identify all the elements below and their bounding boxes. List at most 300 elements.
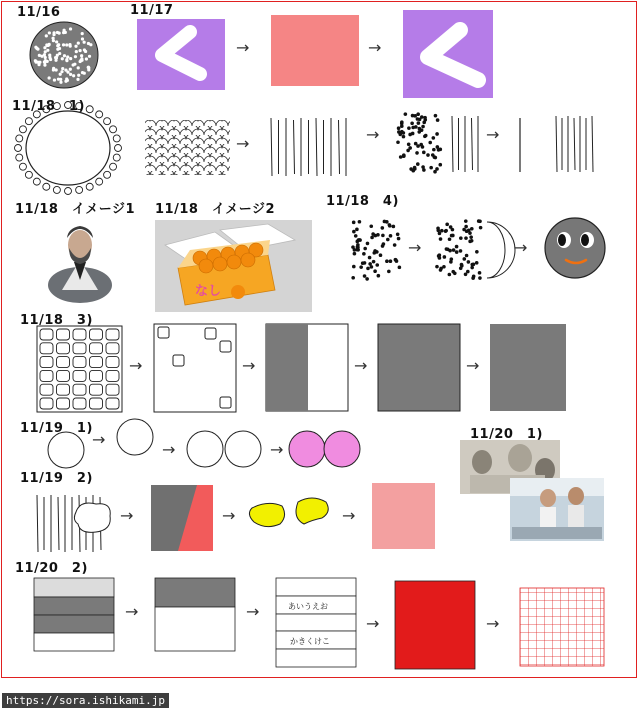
dot-cluster-b — [351, 220, 401, 281]
oval-dot — [44, 50, 47, 53]
cluster-dot — [368, 256, 372, 260]
label-1118-3: 11/18 3) — [20, 313, 93, 328]
cluster-dot — [433, 170, 437, 174]
oval-dot — [74, 45, 77, 48]
grid-cell — [40, 329, 53, 340]
arrow-icon: → — [236, 134, 250, 153]
gray-red-square — [151, 485, 213, 551]
ring-dot — [25, 118, 32, 125]
oval-dot — [83, 48, 86, 51]
cluster-dot — [416, 112, 420, 116]
arrow-icon: → — [242, 356, 256, 375]
arrow-icon: → — [368, 38, 382, 57]
salmon-square — [271, 15, 359, 86]
vertical-line — [592, 116, 593, 172]
ring-dot — [86, 106, 93, 113]
oval-dot — [58, 31, 61, 34]
rounded-grid — [37, 326, 122, 412]
oval-dot — [62, 43, 65, 46]
cluster-dot — [394, 258, 398, 262]
cluster-dot — [365, 277, 369, 281]
oval-dot — [59, 81, 62, 84]
yellow-blob-2 — [296, 498, 328, 524]
oval-dot — [61, 67, 64, 70]
cluster-dot — [363, 261, 367, 265]
cluster-dot — [411, 126, 415, 130]
cluster-dot — [392, 225, 396, 229]
vertical-lines-b — [452, 116, 478, 172]
grid-cell — [40, 357, 53, 368]
red-grid — [520, 588, 604, 666]
grid-cell — [40, 384, 53, 395]
cluster-dot — [407, 142, 411, 146]
vertical-line — [472, 118, 473, 170]
cluster-dot — [462, 228, 466, 232]
label-1118-image1: 11/18 イメージ1 — [15, 202, 136, 217]
cluster-dot — [376, 233, 380, 237]
oval-dot — [69, 57, 72, 60]
cluster-dot — [400, 124, 404, 128]
cluster-dot — [435, 265, 439, 269]
cluster-dot — [359, 265, 363, 269]
grid-cell — [90, 343, 103, 354]
nashi-label: なし — [195, 284, 222, 299]
cluster-dot — [416, 144, 420, 148]
oval-dot — [69, 73, 72, 76]
cluster-dot — [356, 248, 360, 252]
cluster-dot — [438, 232, 442, 236]
label-1119-1: 11/19 1) — [20, 421, 93, 436]
circle-2 — [117, 419, 153, 455]
gray-square-framed — [378, 324, 460, 411]
oval-dot — [38, 54, 41, 57]
oval-dot — [43, 46, 46, 49]
orange-box-image — [155, 220, 312, 312]
arrow-icon: → — [366, 614, 380, 633]
cluster-dot — [409, 167, 413, 171]
circle-1 — [48, 432, 84, 468]
oval-dot — [77, 66, 80, 69]
cluster-dot — [396, 232, 400, 236]
cluster-dot — [372, 251, 376, 255]
site-url-footer[interactable]: https://sora.ishikami.jp — [2, 693, 169, 708]
cluster-dot — [472, 275, 476, 279]
ring-dot — [113, 135, 120, 142]
white-blob — [74, 503, 110, 532]
label-1120-1: 11/20 1) — [470, 427, 543, 442]
cluster-dot — [475, 261, 479, 265]
oval-dot — [83, 72, 86, 75]
oval-dot — [87, 42, 90, 45]
ring-dot — [96, 178, 103, 185]
cluster-dot — [355, 228, 359, 232]
arrow-icon: → — [222, 506, 236, 525]
label-1116: 11/16 — [17, 5, 61, 20]
cluster-dot — [396, 140, 400, 144]
oval-dot — [68, 43, 71, 46]
cluster-dot — [397, 126, 401, 130]
cluster-dot — [357, 238, 361, 242]
grid-cell — [90, 357, 103, 368]
oval-dot — [63, 54, 66, 57]
grid-cell — [90, 384, 103, 395]
cluster-dot — [444, 229, 448, 233]
circle-4 — [225, 431, 261, 467]
cluster-dot — [363, 247, 367, 251]
dots-with-crescent — [435, 219, 515, 280]
grid-cell — [106, 370, 119, 381]
cluster-dot — [352, 230, 356, 234]
arrow-icon: → — [514, 238, 528, 257]
cluster-dot — [464, 219, 468, 223]
dotted-oval-1116 — [30, 22, 98, 88]
aiueo-text: あいうえお — [288, 602, 328, 611]
arrow-icon: → — [366, 125, 380, 144]
vertical-line — [556, 116, 557, 172]
oval-dot — [83, 41, 86, 44]
cluster-dot — [470, 266, 474, 270]
grid-cell — [106, 384, 119, 395]
cluster-dot — [423, 116, 427, 120]
oval-dot — [55, 40, 58, 43]
arrow-icon: → — [342, 506, 356, 525]
oval-dot — [47, 43, 50, 46]
oval-dot — [80, 57, 83, 60]
ring-dot — [110, 126, 117, 133]
cluster-dot — [397, 130, 401, 134]
cluster-dot — [455, 250, 459, 254]
oval-dot — [65, 58, 68, 61]
two-tone-box — [155, 578, 235, 651]
half-gray-square — [266, 324, 348, 411]
cluster-dot — [381, 226, 385, 230]
cluster-dot — [386, 238, 390, 242]
face-circle — [545, 218, 605, 278]
arrow-icon: → — [486, 614, 500, 633]
kakikukeko-text: かきくけこ — [290, 637, 330, 646]
grid-cell — [90, 398, 103, 409]
yellow-blob-1 — [249, 503, 284, 526]
arrow-icon: → — [270, 440, 284, 459]
cluster-dot — [443, 255, 447, 259]
grid-cell — [57, 357, 70, 368]
grid-cell — [73, 384, 86, 395]
grid-cell — [40, 343, 53, 354]
cluster-dot — [439, 148, 443, 152]
cluster-dot — [408, 146, 412, 150]
vertical-line — [294, 120, 295, 174]
arrow-icon: → — [129, 356, 143, 375]
grid-cell — [57, 384, 70, 395]
cluster-dot — [418, 118, 422, 122]
cluster-dot — [416, 162, 420, 166]
cluster-dot — [393, 243, 397, 247]
oval-dot — [78, 49, 81, 52]
ring-dot — [86, 183, 93, 190]
cluster-dot — [411, 132, 415, 136]
cluster-dot — [407, 126, 411, 130]
cluster-dot — [366, 242, 370, 246]
striped-stack — [34, 578, 114, 651]
arrow-icon: → — [92, 430, 106, 449]
cluster-dot — [389, 234, 393, 238]
cluster-dot — [379, 253, 383, 257]
cluster-dot — [463, 257, 467, 261]
oval-dot — [88, 55, 91, 58]
cluster-dot — [452, 248, 456, 252]
vertical-line — [58, 497, 59, 550]
grid-cell — [40, 398, 53, 409]
oval-dot — [53, 31, 56, 34]
oval-dot — [34, 59, 37, 62]
ring-dot — [16, 135, 23, 142]
cluster-dot — [370, 236, 374, 240]
cluster-dot — [469, 235, 473, 239]
cluster-dot — [369, 224, 373, 228]
vertical-line — [271, 118, 272, 176]
cluster-dot — [417, 130, 421, 134]
ring-dot — [104, 171, 111, 178]
arrow-icon: → — [125, 602, 139, 621]
cluster-dot — [371, 232, 375, 236]
cluster-dot — [460, 263, 464, 267]
ring-dot — [110, 163, 117, 170]
cluster-dot — [467, 260, 471, 264]
cluster-dot — [467, 228, 471, 232]
grid-cell — [57, 329, 70, 340]
oval-dot — [77, 42, 80, 45]
cluster-dot — [459, 249, 463, 253]
grid-cell — [40, 370, 53, 381]
label-1117: 11/17 — [130, 3, 174, 18]
cluster-dot — [422, 151, 426, 155]
cluster-dot — [450, 234, 454, 238]
grid-cell — [106, 398, 119, 409]
ring-dot — [115, 145, 122, 152]
arrow-icon: → — [246, 602, 260, 621]
cluster-dot — [382, 242, 386, 246]
grid-cell — [106, 329, 119, 340]
oval-dot — [63, 29, 66, 32]
ring-dot — [25, 171, 32, 178]
cluster-dot — [389, 259, 393, 263]
cluster-dot — [436, 226, 440, 230]
ring-dot — [15, 145, 22, 152]
cluster-dot — [375, 263, 379, 267]
cluster-dot — [465, 254, 469, 258]
oval-dot — [81, 32, 84, 35]
cluster-dot — [363, 274, 367, 278]
orange-fruit — [227, 255, 241, 269]
label-1118-1: 11/18 1) — [12, 99, 85, 114]
oval-dot — [53, 78, 56, 81]
arrow-icon: → — [354, 356, 368, 375]
oval-dot — [65, 77, 68, 80]
cluster-dot — [424, 134, 428, 138]
cluster-dot — [475, 250, 479, 254]
oval-dot — [45, 34, 48, 37]
oval-dot — [43, 53, 46, 56]
cluster-dot — [468, 240, 472, 244]
pink-square — [372, 483, 435, 549]
gray-square — [490, 324, 566, 411]
oval-dot — [77, 74, 80, 77]
cluster-dot — [421, 165, 425, 169]
vertical-lines-a — [271, 118, 346, 176]
grid-cell — [73, 357, 86, 368]
oval-dot — [64, 69, 67, 72]
arrow-icon: → — [162, 440, 176, 459]
cluster-dot — [351, 276, 355, 280]
ringed-circle — [15, 102, 122, 195]
orange-fruit — [199, 259, 213, 273]
purple-chevron-card-large — [403, 10, 493, 98]
text-rows-box — [276, 578, 356, 667]
cluster-dot — [385, 259, 389, 263]
label-1120-2: 11/20 2) — [15, 561, 88, 576]
cluster-dot — [438, 256, 442, 260]
cluster-dot — [448, 237, 452, 241]
cluster-dot — [439, 267, 443, 271]
label-1118-4: 11/18 4) — [326, 194, 399, 209]
ring-dot — [43, 183, 50, 190]
label-1118-image2: 11/18 イメージ2 — [155, 202, 276, 217]
oval-dot — [81, 37, 84, 40]
cluster-dot — [459, 236, 463, 240]
purple-chevron-card — [137, 19, 225, 90]
cluster-dot — [453, 271, 457, 275]
ring-dot — [33, 178, 40, 185]
ring-dot — [53, 186, 60, 193]
cluster-dot — [438, 163, 442, 167]
cluster-dot — [373, 269, 377, 273]
red-square — [395, 581, 475, 669]
cluster-dot — [402, 153, 406, 157]
oval-dot — [48, 31, 51, 34]
cluster-dot — [464, 225, 468, 229]
cluster-dot — [478, 271, 482, 275]
cluster-dot — [402, 131, 406, 135]
cluster-dot — [449, 225, 453, 229]
cluster-dot — [415, 151, 419, 155]
oval-dot — [80, 54, 83, 57]
oval-dot — [72, 74, 75, 77]
oval-dot — [55, 56, 58, 59]
cluster-dot — [370, 265, 374, 269]
orange-fruit — [213, 257, 227, 271]
cluster-dot — [352, 265, 356, 269]
cluster-dot — [432, 136, 436, 140]
oval-dot — [65, 43, 68, 46]
cluster-dot — [410, 121, 414, 125]
oval-dot — [69, 27, 72, 30]
cluster-dot — [464, 273, 468, 277]
cluster-dot — [459, 266, 463, 270]
cluster-dot — [434, 114, 438, 118]
label-1119-2: 11/19 2) — [20, 471, 93, 486]
cluster-dot — [448, 273, 452, 277]
oval-dot — [48, 76, 51, 79]
oval-dot — [85, 57, 88, 60]
cluster-dot — [366, 267, 370, 271]
oval-dot — [57, 43, 60, 46]
scattered-squares — [154, 324, 236, 412]
ring-dot — [65, 188, 72, 195]
circle-3 — [187, 431, 223, 467]
cluster-dot — [387, 270, 391, 274]
cluster-dot — [417, 121, 421, 125]
grid-cell — [106, 343, 119, 354]
grid-cell — [90, 329, 103, 340]
cluster-dot — [439, 237, 443, 241]
cluster-dot — [398, 266, 402, 270]
children-photo-front — [510, 478, 604, 541]
arrow-icon: → — [486, 125, 500, 144]
cluster-dot — [413, 166, 417, 170]
cluster-dot — [429, 166, 433, 170]
oval-dot — [44, 56, 47, 59]
cluster-dot — [419, 143, 423, 147]
cluster-dot — [472, 263, 476, 267]
vertical-line — [339, 120, 340, 174]
oval-dot — [66, 55, 69, 58]
cluster-dot — [432, 148, 436, 152]
cluster-dot — [362, 252, 366, 256]
grid-cell — [73, 398, 86, 409]
oval-dot — [34, 46, 37, 49]
cluster-dot — [450, 257, 454, 261]
grid-cell — [73, 329, 86, 340]
cluster-dot — [455, 245, 459, 249]
oval-dot — [61, 57, 64, 60]
oval-dot — [55, 68, 58, 71]
oval-dot — [59, 78, 62, 81]
oval-dot — [74, 55, 77, 58]
arrow-icon: → — [236, 38, 250, 57]
orange-fruit — [241, 253, 255, 267]
magenta-circle-1 — [289, 431, 325, 467]
oval-dot — [56, 48, 59, 51]
oval-dot — [46, 60, 49, 63]
cluster-dot — [436, 118, 440, 122]
cluster-dot — [445, 247, 449, 251]
lincoln-portrait — [45, 220, 115, 303]
cluster-dot — [428, 141, 432, 145]
oval-dot — [52, 39, 55, 42]
vertical-line — [452, 116, 453, 172]
cluster-dot — [372, 260, 376, 264]
cluster-dot — [404, 112, 408, 116]
ring-dot — [113, 154, 120, 161]
cluster-dot — [435, 132, 439, 136]
cluster-dot — [402, 135, 406, 139]
cluster-dot — [388, 224, 392, 228]
cluster-dot — [352, 221, 356, 225]
cluster-dot — [353, 252, 357, 256]
arrow-icon: → — [408, 238, 422, 257]
oval-dot — [52, 68, 55, 71]
magenta-circle-2 — [324, 431, 360, 467]
cluster-dot — [377, 274, 381, 278]
cluster-dot — [400, 120, 404, 124]
dot-cluster-a — [396, 112, 442, 173]
oval-dot — [38, 61, 41, 64]
arrow-icon: → — [120, 506, 134, 525]
cluster-dot — [397, 237, 401, 241]
cluster-dot — [358, 220, 362, 224]
grid-cell — [57, 398, 70, 409]
grid-cell — [73, 370, 86, 381]
